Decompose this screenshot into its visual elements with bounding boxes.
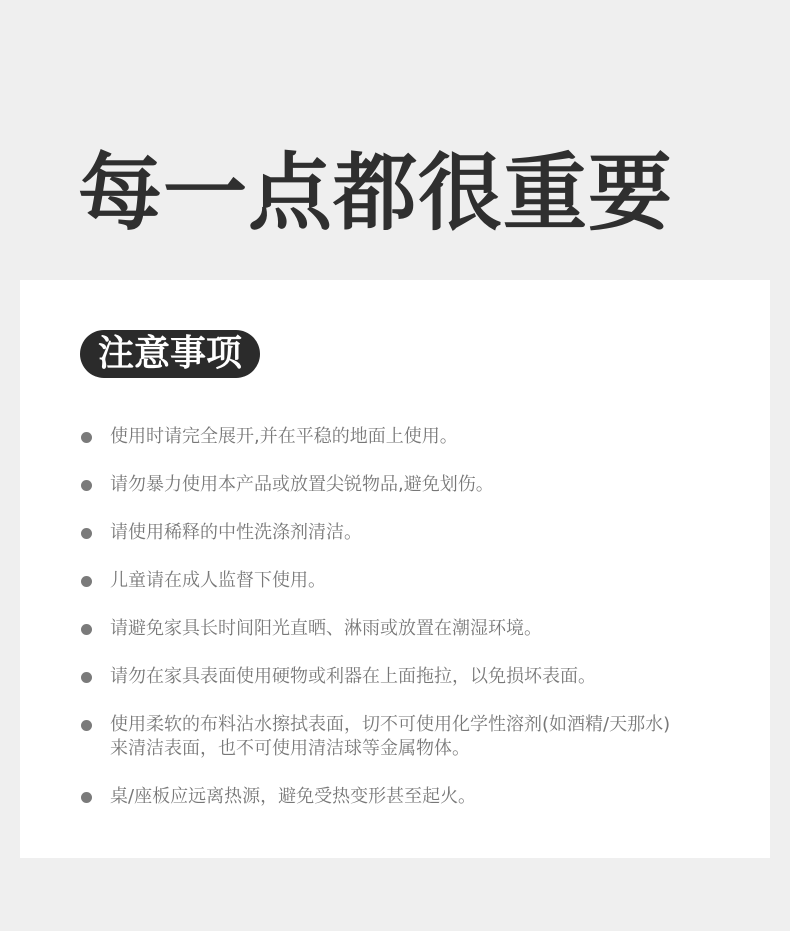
bullet-dot-icon xyxy=(81,528,92,539)
notice-item-text: 桌/座板应远离热源，避免受热变形甚至起火。 xyxy=(110,786,477,807)
bullet-dot-icon xyxy=(81,432,92,443)
bullet-dot-icon xyxy=(81,576,92,587)
notice-item-text: 使用时请完全展开,并在平稳的地面上使用。 xyxy=(110,426,458,447)
bullet-dot-icon xyxy=(81,792,92,803)
notice-item xyxy=(80,569,730,593)
bullet-dot-icon xyxy=(81,672,92,683)
notice-item xyxy=(80,713,730,761)
notice-item-text: 请勿暴力使用本产品或放置尖锐物品,避免划伤。 xyxy=(110,474,494,495)
notice-item xyxy=(80,425,730,449)
bullet-dot-icon xyxy=(81,624,92,635)
notice-list xyxy=(80,425,730,833)
notice-heading-badge: 注意事项 xyxy=(80,330,260,378)
notice-item xyxy=(80,521,730,545)
bullet-dot-icon xyxy=(81,480,92,491)
notice-item xyxy=(80,785,730,809)
notice-item-text: 使用柔软的布料沾水擦拭表面，切不可使用化学性溶剂(如酒精/天那水) 来清洁表面，也不可使用清洁球等金属物体。 xyxy=(110,714,671,759)
notice-item-text: 请使用稀释的中性洗涤剂清洁。 xyxy=(110,522,362,543)
notice-item-text: 请勿在家具表面使用硬物或利器在上面拖拉，以免损坏表面。 xyxy=(110,666,596,687)
notice-card xyxy=(20,280,770,858)
notice-item xyxy=(80,617,730,641)
notice-item xyxy=(80,473,730,497)
page-title: 每一点都很重要 xyxy=(78,144,674,242)
notice-item-text: 儿童请在成人监督下使用。 xyxy=(110,570,326,591)
bullet-dot-icon xyxy=(81,720,92,731)
notice-item xyxy=(80,665,730,689)
notice-item-text: 请避免家具长时间阳光直晒、淋雨或放置在潮湿环境。 xyxy=(110,618,542,639)
